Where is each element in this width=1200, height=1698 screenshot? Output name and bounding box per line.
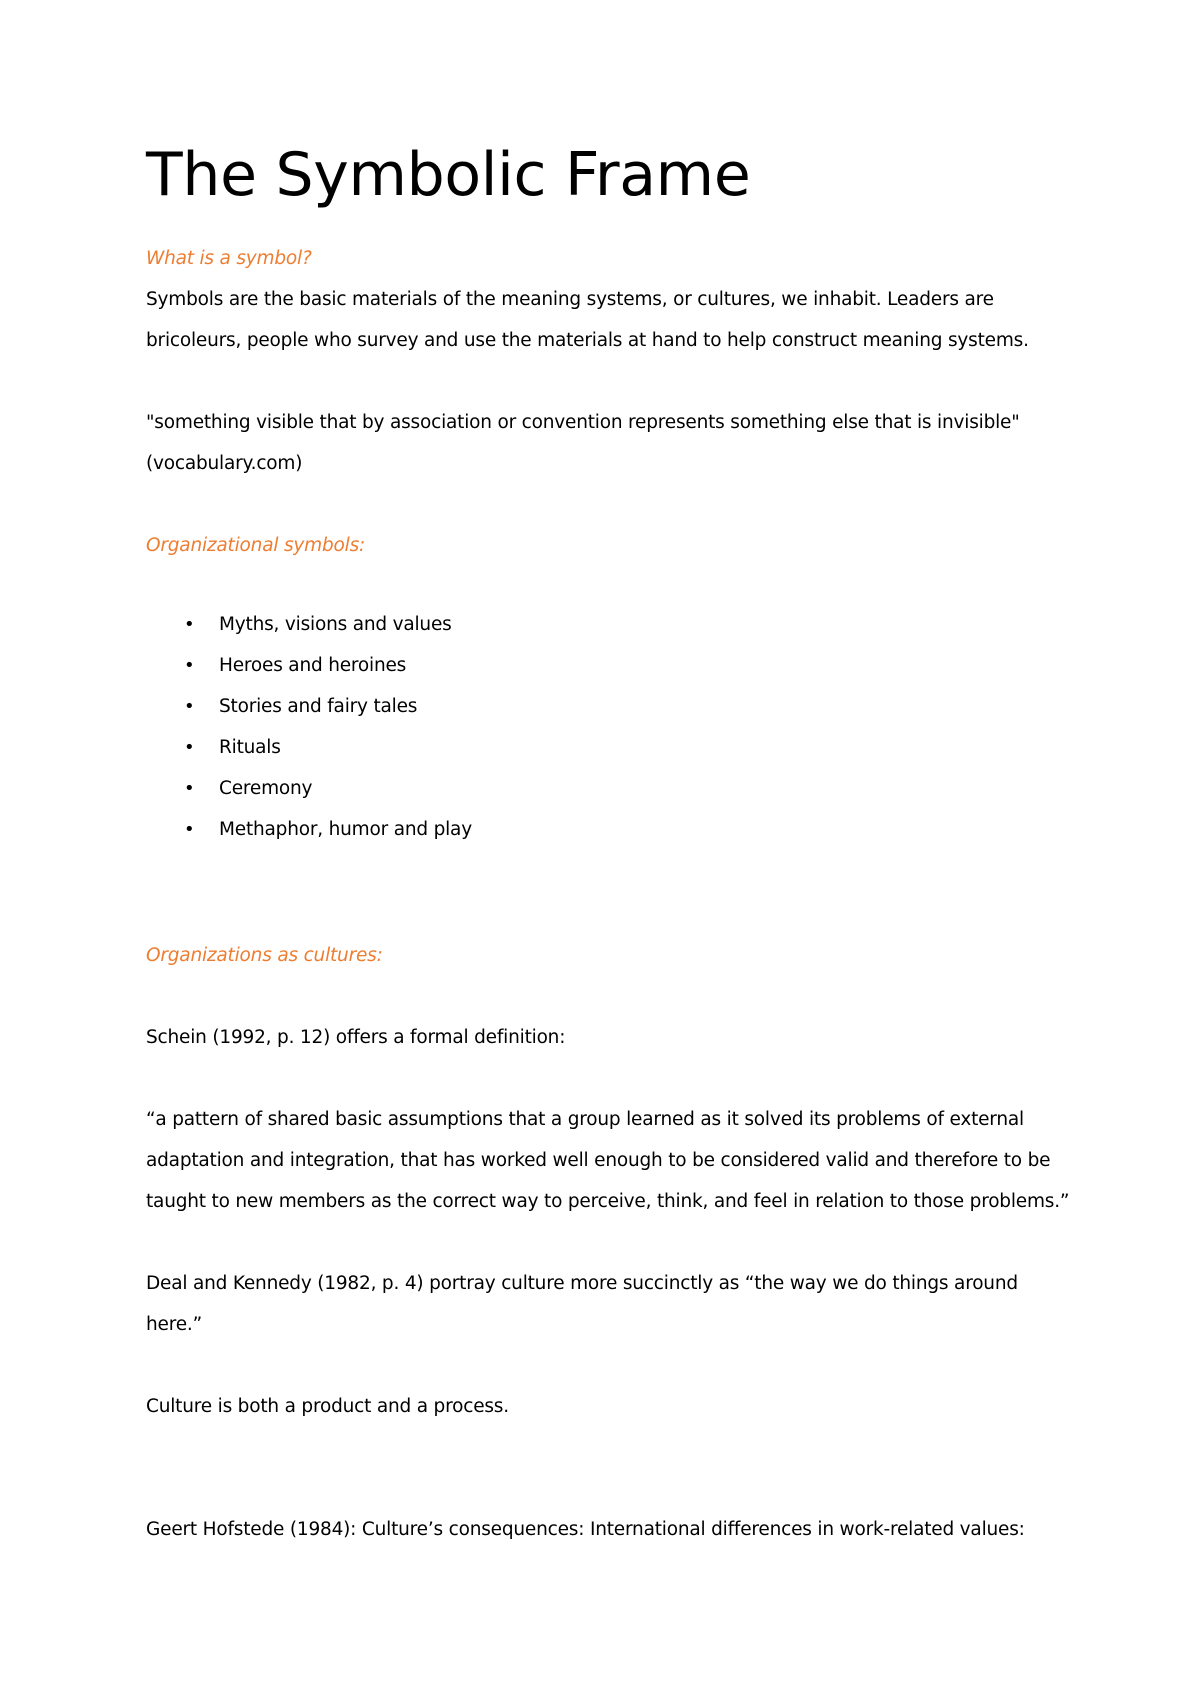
list-item-label: Methaphor, humor and play xyxy=(219,819,472,840)
paragraph-line: Symbols are the basic materials of the meaning systems, or cultures, we inhabit. Leaders are xyxy=(146,289,994,310)
paragraph-line: bricoleurs, people who survey and use the materials at hand to help construct meaning systems. xyxy=(146,330,1029,351)
list-item-label: Rituals xyxy=(219,737,281,758)
list-item-label: Stories and fairy tales xyxy=(219,696,418,717)
quote-line: "something visible that by association or convention represents something else that is invisible" xyxy=(146,412,1020,433)
list-item-label: Myths, visions and values xyxy=(219,614,452,635)
section-heading-what-is-symbol: What is a symbol? xyxy=(146,248,312,269)
paragraph-line: Geert Hofstede (1984): Culture’s consequences: International differences in work-related values: xyxy=(146,1519,1025,1540)
bullet-icon: • xyxy=(184,696,195,717)
list-item-label: Heroes and heroines xyxy=(219,655,407,676)
paragraph-line: Deal and Kennedy (1982, p. 4) portray culture more succinctly as “the way we do things around xyxy=(146,1273,1018,1294)
definition-line: taught to new members as the correct way to perceive, think, and feel in relation to those problems.” xyxy=(146,1191,1070,1212)
bullet-icon: • xyxy=(184,778,195,799)
bullet-icon: • xyxy=(184,655,195,676)
section-heading-org-symbols: Organizational symbols: xyxy=(146,535,366,556)
definition-line: adaptation and integration, that has worked well enough to be considered valid and therefore to be xyxy=(146,1150,1051,1171)
bullet-icon: • xyxy=(184,614,195,635)
paragraph-line: Schein (1992, p. 12) offers a formal definition: xyxy=(146,1027,566,1048)
bullet-icon: • xyxy=(184,737,195,758)
list-item-label: Ceremony xyxy=(219,778,313,799)
page-title: The Symbolic Frame xyxy=(146,140,751,210)
section-heading-org-cultures: Organizations as cultures: xyxy=(146,945,383,966)
paragraph-line: here.” xyxy=(146,1314,202,1335)
paragraph-line: Culture is both a product and a process. xyxy=(146,1396,509,1417)
bullet-icon: • xyxy=(184,819,195,840)
definition-line: “a pattern of shared basic assumptions that a group learned as it solved its problems of external xyxy=(146,1109,1024,1130)
quote-source: (vocabulary.com) xyxy=(146,453,303,474)
